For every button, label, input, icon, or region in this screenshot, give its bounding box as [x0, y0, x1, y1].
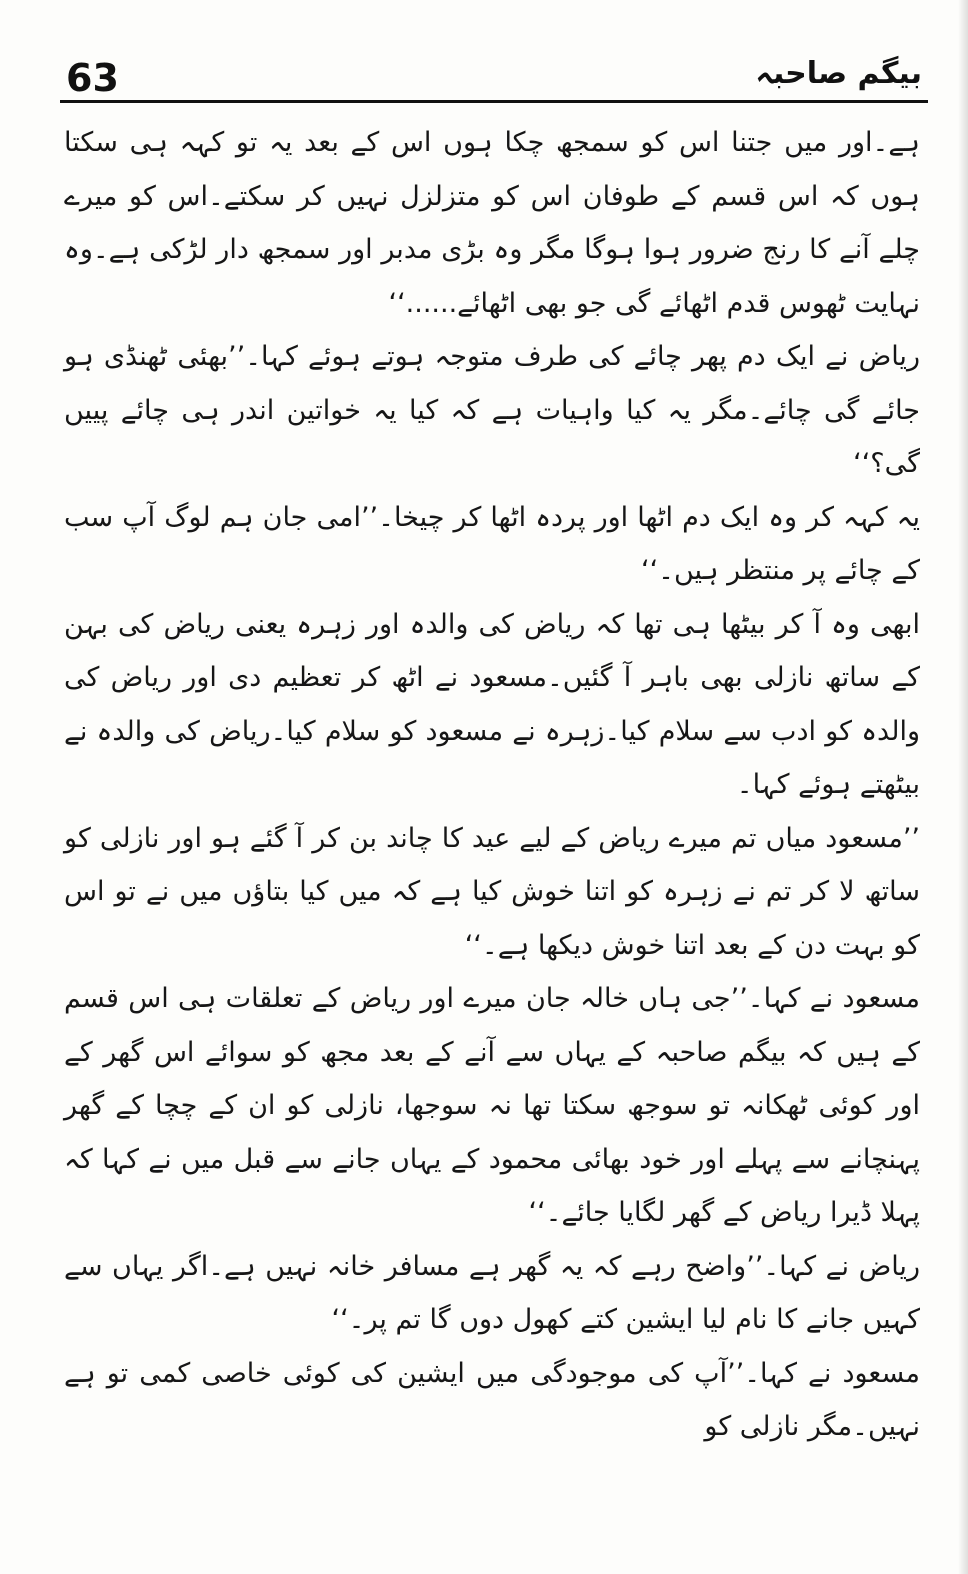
- paragraph: یہ کہہ کر وہ ایک دم اٹھا اور پردہ اٹھا کر چیخا۔’’امی جان ہم لوگ آپ سب کے چائے پر منتظر ہیں۔‘‘: [64, 501, 920, 586]
- paragraph: ہے۔اور میں جتنا اس کو سمجھ چکا ہوں اس کے بعد یہ تو کہہ ہی سکتا ہوں کہ اس قسم کے طوفان اس کو متزلزل نہیں کر سکتے۔اس کو میرے چلے آنے کا رنج ضرور ہوا ہوگا مگر وہ بڑی مدبر اور سمجھ دار لڑکی ہے۔وہ نہایت ٹھوس قدم اٹھائے گی جو بھی اٹھائے......‘‘: [64, 127, 920, 319]
- paragraph: ریاض نے کہا۔’’واضح رہے کہ یہ گھر ہے مسافر خانہ نہیں ہے۔اگر یہاں سے کہیں جانے کا نام لیا ایشین کتے کھول دوں گا تم پر۔‘‘: [64, 1250, 920, 1335]
- paragraph: ریاض نے ایک دم پھر چائے کی طرف متوجہ ہوتے ہوئے کہا۔’’بھئی ٹھنڈی ہو جائے گی چائے۔مگر یہ کیا واہیات ہے کہ کیا یہ خواتین اندر ہی چائے پییں گی؟‘‘: [64, 341, 920, 479]
- page-header: [60, 52, 928, 102]
- body-text: [64, 116, 920, 1556]
- paragraph: ابھی وہ آ کر بیٹھا ہی تھا کہ ریاض کی والدہ اور زہرہ یعنی ریاض کی بہن کے ساتھ نازلی بھی باہر آ گئیں۔مسعود نے اٹھ کر تعظیم دی اور ریاض کی والدہ کو ادب سے سلام کیا۔زہرہ نے مسعود کو سلام کیا۔ریاض کی والدہ نے بیٹھتے ہوئے کہا۔: [64, 608, 920, 800]
- page-number: 63: [66, 56, 119, 100]
- header-rule: [60, 100, 928, 103]
- paragraph: مسعود نے کہا۔’’جی ہاں خالہ جان میرے اور ریاض کے تعلقات ہی اس قسم کے ہیں کہ بیگم صاحبہ کے یہاں سے آنے کے بعد مجھ کو سوائے اس گھر کے اور کوئی ٹھکانہ تو سوجھ سکتا تھا نہ سوجھا، نازلی کو ان کے چچا کے گھر پہنچانے سے پہلے اور خود بھائی محمود کے یہاں جانے سے قبل میں نے کہا کہ پہلا ڈیرا ریاض کے گھر لگایا جائے۔‘‘: [64, 983, 920, 1228]
- paragraph: مسعود نے کہا۔’’آپ کی موجودگی میں ایشین کی کوئی خاصی کمی تو ہے نہیں۔مگر نازلی کو: [64, 1357, 920, 1442]
- paragraph: ’’مسعود میاں تم میرے ریاض کے لیے عید کا چاند بن کر آ گئے ہو اور نازلی کو ساتھ لا کر تم نے زہرہ کو اتنا خوش کیا ہے کہ میں کیا بتاؤں میں نے تو اس کو بہت دن کے بعد اتنا خوش دیکھا ہے۔‘‘: [64, 822, 920, 961]
- scan-edge-shadow: [958, 0, 968, 1574]
- running-title: بیگم صاحبہ: [755, 56, 922, 91]
